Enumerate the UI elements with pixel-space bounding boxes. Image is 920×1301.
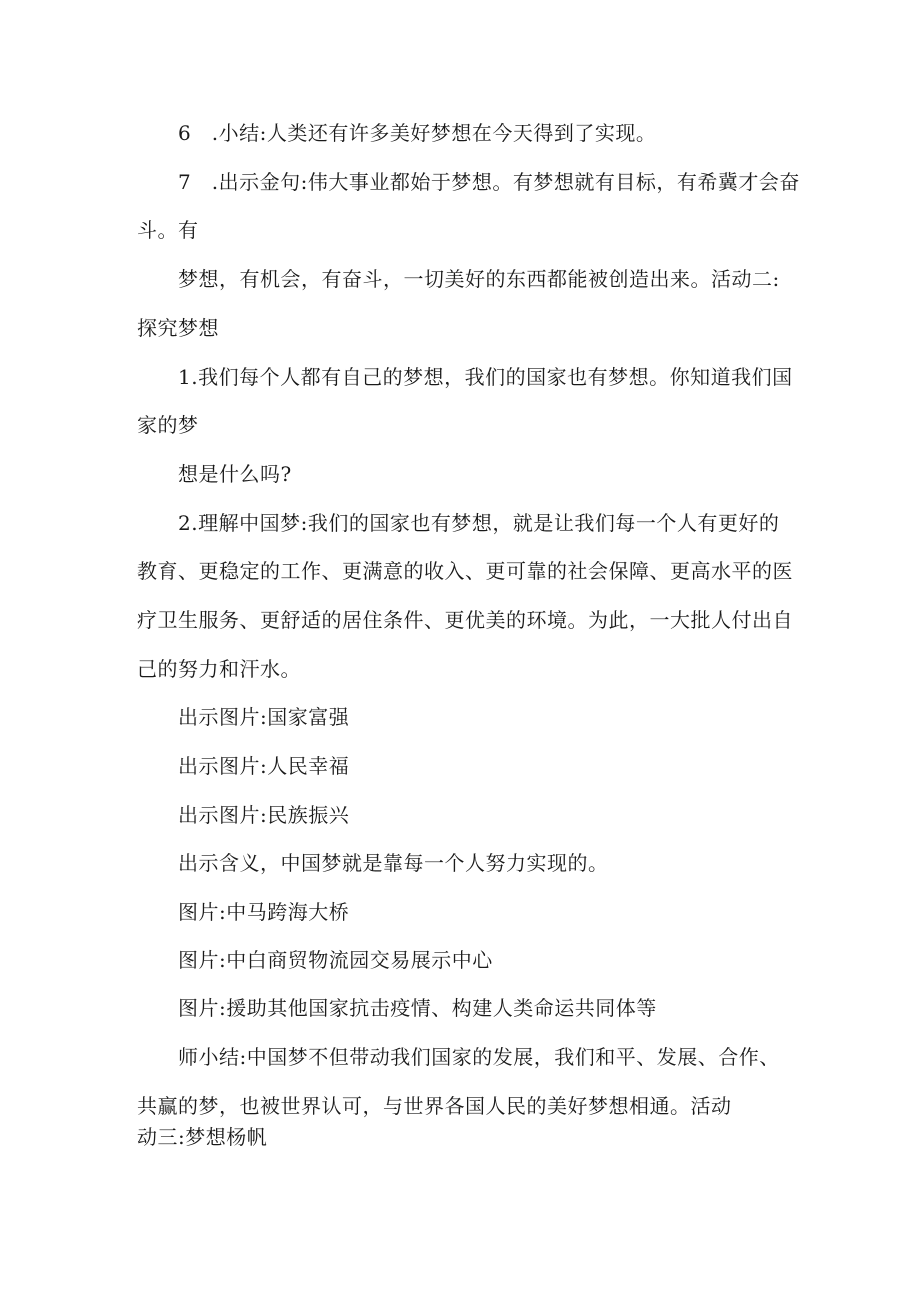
text-line: 想是什么吗?	[178, 462, 292, 486]
text-line: 6 .小结:人类还有许多美好梦想在今天得到了实现。	[178, 121, 657, 145]
text-line: 7 .出示金句:伟大事业都始于梦想。有梦想就有目标，有希冀才会奋	[178, 170, 800, 194]
text-line: 出示图片:民族振兴	[178, 803, 350, 827]
text-line: 出示图片:国家富强	[178, 705, 350, 729]
text-line: 梦想，有机会，有奋斗，一切美好的东西都能被创造出来。活动二:	[178, 267, 780, 291]
text-line: 2.理解中国梦:我们的国家也有梦想，就是让我们每一个人有更好的	[178, 511, 780, 535]
text-line: 图片:援助其他国家抗击疫情、构建人类命运共同体等	[178, 996, 657, 1020]
text-line: 师小结:中国梦不但带动我们国家的发展，我们和平、发展、合作、	[178, 1045, 780, 1069]
text-line: 1.我们每个人都有自己的梦想，我们的国家也有梦想。你知道我们国	[178, 365, 793, 389]
text-line: 教育、更稳定的工作、更满意的收入、更可靠的社会保障、更高水平的医	[137, 559, 793, 583]
text-line: 斗。有	[137, 218, 199, 242]
text-line: 疗卫生服务、更舒适的居住条件、更优美的环境。为此，一大批人付出自	[137, 608, 793, 632]
text-line: 出示含义，中国梦就是靠每一个人努力实现的。	[178, 851, 609, 875]
text-line: 图片:中马跨海大桥	[178, 900, 350, 924]
text-line: 出示图片:人民幸福	[178, 754, 350, 778]
text-line: 己的努力和汗水。	[137, 657, 301, 681]
text-line: 探究梦想	[137, 316, 219, 340]
text-line: 家的梦	[137, 413, 199, 437]
text-line: 共赢的梦，也被世界认可，与世界各国人民的美好梦想相通。活动	[137, 1094, 732, 1118]
text-line: 动三:梦想杨帆	[137, 1125, 268, 1149]
text-line: 图片:中白商贸物流园交易展示中心	[178, 948, 493, 972]
